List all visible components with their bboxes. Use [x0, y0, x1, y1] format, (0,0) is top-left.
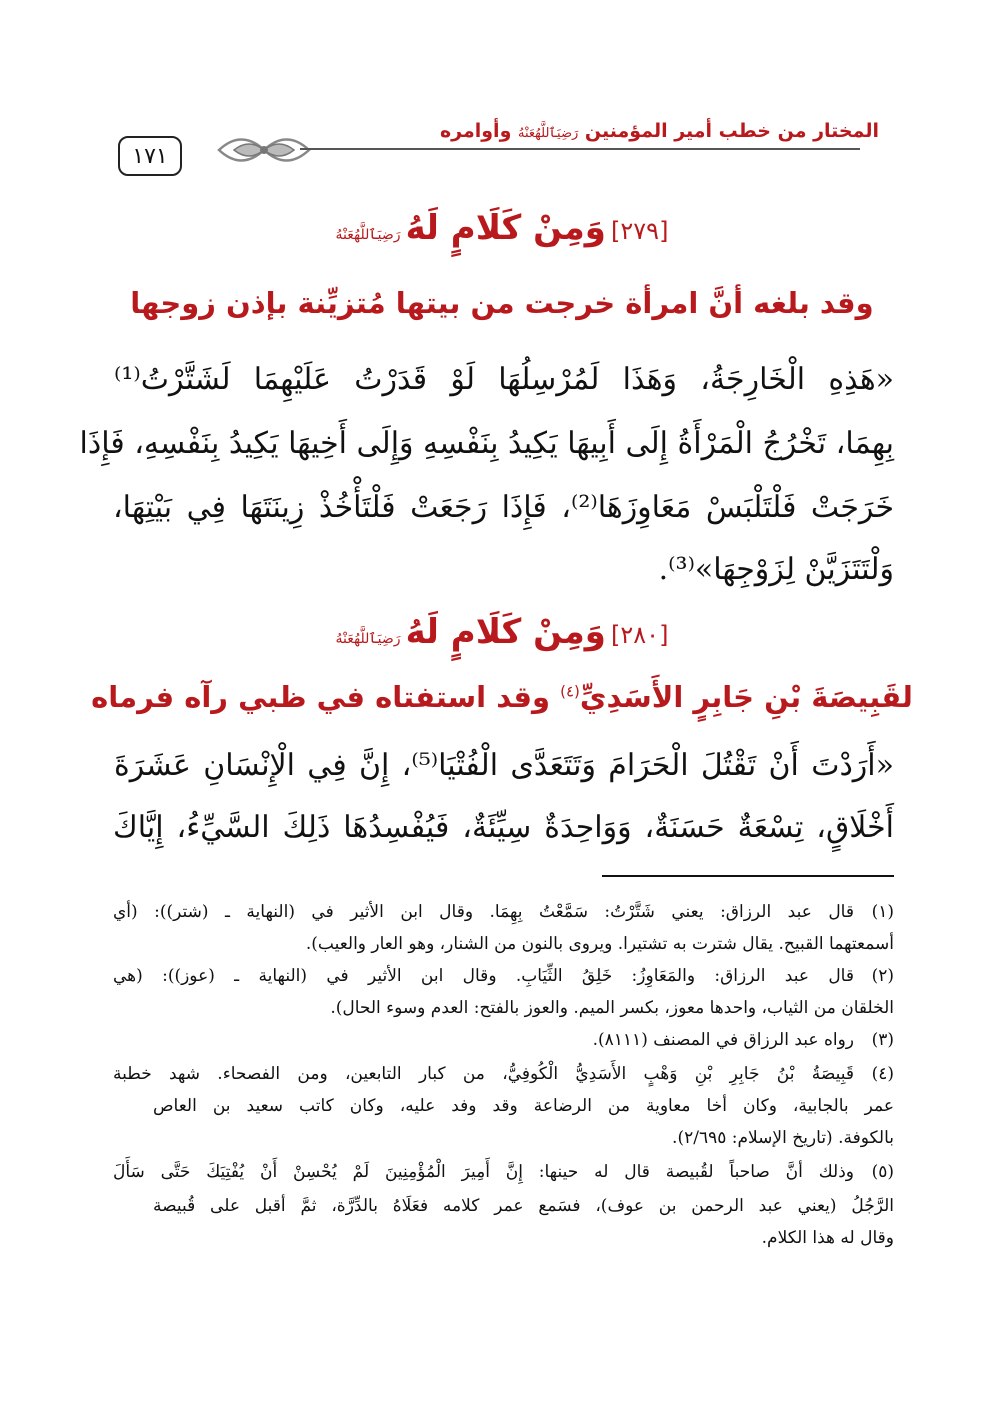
section-heading-text: وَمِنْ كَلَامٍ لَهُ [405, 208, 606, 248]
body-line: أَخْلَاقٍ، تِسْعَةٌ حَسَنَةٌ، وَوَاحِدَةٌ سِيِّئَةٌ، فَيُفْسِدُهَا ذَلِكَ السَّيِّءُ، إِيَّاكَ [113, 810, 894, 845]
footnote-line [113, 1064, 894, 1084]
footnote-text: قَبِيصَةُ بْنُ جَابِرِ بْنِ وَهْبٍ الأَسَدِيُّ الْكُوفِيُّ، من كبار التابعين، ومن الفصحاء. شهد خطبة [113, 1064, 854, 1084]
body-line: «أَرَدْتَ أَنْ تَقْتُلَ الْحَرَامَ وَتَتَعَدَّى الْفُتْيَا⁽⁵⁾، إِنَّ فِي الْإِنْسَانِ عَشَرَةَ [114, 748, 894, 783]
footnote-line [113, 902, 894, 922]
footnote-line: الخلقان من الثياب، واحدها معوز، بكسر الميم. والعوز بالفتح: العدم وسوء الحال). [330, 998, 894, 1018]
body-line: وَلْتَتَزَيَّنْ لِزَوْجِهَا»⁽³⁾. [658, 552, 894, 587]
footnote-number: (٥) [871, 1162, 894, 1182]
running-header-title: المختار من خطب أمير المؤمنين [584, 120, 879, 142]
footnote-line: بالكوفة. (تاريخ الإسلام: ٢/٦٩٥). [672, 1128, 894, 1148]
page-number: ١٧١ [118, 136, 182, 176]
footnote-divider [602, 875, 894, 877]
footnote-number: (٣) [871, 1030, 894, 1050]
running-header-title-end: وأوامره [439, 120, 512, 142]
subheading-part: لقَبِيصَةَ بْنِ جَابِرٍ الأَسَدِيِّ [579, 680, 913, 714]
section-heading-text: وَمِنْ كَلَامٍ لَهُ [405, 612, 606, 652]
footnote-text: قال عبد الرزاق: يعني شَتَّرْتُ: سَمَّعْتُ بِهِمَا. وقال ابن الأثير في (النهاية ـ (شتر)): (أي [113, 902, 854, 922]
header-divider [300, 148, 860, 150]
footnote-text: قال عبد الرزاق: والمَعَاوِزُ: خَلِقُ الثِّيَابِ. وقال ابن الأثير في (النهاية ـ (عوز)): (هي [113, 966, 854, 986]
subheading-part: وقد استفتاه في ظبي رآه فرماه [91, 680, 550, 714]
section-heading [0, 612, 1004, 652]
footnote-number: (٤) [871, 1064, 894, 1084]
section-subheading [0, 680, 1004, 714]
footnote-number: (٢) [871, 966, 894, 986]
section-subheading: وقد بلغه أنَّ امرأة خرجت من بيتها مُتزيِّنة بإذن زوجها [130, 286, 874, 320]
footnote-line: عمر بالجابية، وكان أخا معاوية من الرضاعة وقد وفد عليه، وكان كاتب سعيد بن العاص [153, 1096, 894, 1116]
footnote-number: (١) [871, 902, 894, 922]
footnote-line: أسمعتهما القبيح. يقال شترت به تشتيرا. ويروى بالنون من الشنار، وهو العار والعيب). [305, 934, 894, 954]
honorific: رَضِيَٱللَّهُعَنْهُ [335, 631, 401, 647]
ornament-icon [214, 132, 314, 168]
footnote-text: رواه عبد الرزاق في المصنف (٨١١١). [592, 1030, 854, 1050]
footnote-line [113, 1162, 894, 1182]
honorific: رَضِيَٱللَّهُعَنْهُ [335, 227, 401, 243]
body-line: خَرَجَتْ فَلْتَلْبَسْ مَعَاوِزَهَا⁽²⁾، فَإِذَا رَجَعَتْ فَلْتَأْخُذْ زِينَتَهَا فِي بَيْتِهَا، [113, 490, 895, 525]
footnote-ref: (٤) [560, 682, 580, 701]
section-number: [٢٨٠] [611, 621, 669, 649]
footnote-line: الرَّجُلُ (يعني عبد الرحمن بن عوف)، فسَمع عمر كلامه فعَلَاهُ بالدِّرَّة، ثمَّ أقبل على قُبيصة [153, 1196, 894, 1216]
footnote-text: وذلك أنَّ صاحباً لقُبيصة قال له حينها: إِنَّ أَمِيرَ الْمُؤْمِنِينَ لَمْ يُحْسِنْ أَنْ يُفْتِيَكَ حَتَّى سَأَلَ [113, 1162, 854, 1182]
footnote-line: وقال له هذا الكلام. [761, 1228, 894, 1248]
footnote-line [113, 966, 894, 986]
body-line: «هَذِهِ الْخَارِجَةُ، وَهَذَا لَمُرْسِلُهَا لَوْ قَدَرْتُ عَلَيْهِمَا لَشَتَّرْتُ⁽¹⁾ [114, 362, 894, 397]
honorific: رَضِيَٱللَّهُعَنْهُ [518, 126, 579, 141]
running-header [440, 120, 879, 142]
body-line: بِهِمَا، تَخْرُجُ الْمَرْأَةُ إِلَى أَبِيهَا يَكِيدُ بِنَفْسِهِ وَإِلَى أَخِيهَا يَكِيدُ بِنَفْسِهِ، فَإِذَا [79, 426, 894, 461]
footnote-line [113, 1030, 894, 1050]
section-number: [٢٧٩] [611, 217, 669, 245]
section-heading [0, 208, 1004, 248]
